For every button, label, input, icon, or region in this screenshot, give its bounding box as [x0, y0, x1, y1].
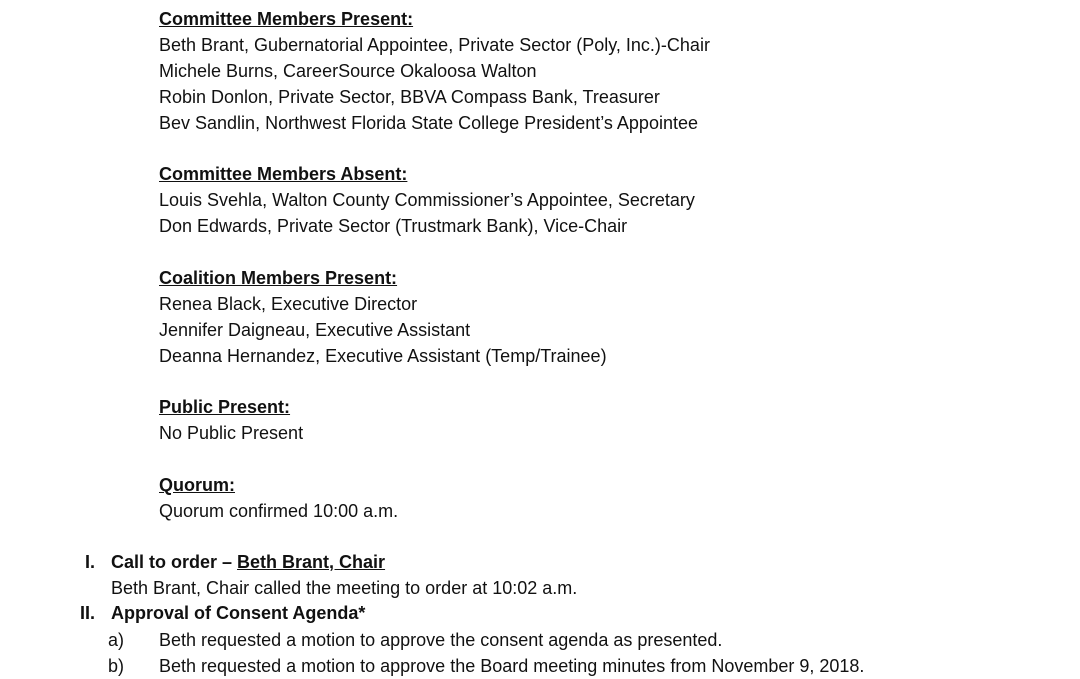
subitem-letter: a) — [108, 630, 125, 650]
section-heading-committee-absent: Committee Members Absent: — [159, 164, 408, 184]
subitem-letter: b) — [108, 656, 125, 676]
subitem-text: Beth requested a motion to approve the Board meeting minutes from November 9, 2018. — [159, 656, 865, 676]
section-heading-quorum: Quorum: — [159, 475, 235, 495]
attendee-line: Bev Sandlin, Northwest Florida State College President’s Appointee — [159, 113, 698, 133]
attendee-line: Renea Black, Executive Director — [159, 294, 418, 314]
attendee-line: No Public Present — [159, 423, 304, 443]
item-body: Beth Brant, Chair called the meeting to order at 10:02 a.m. — [111, 578, 578, 598]
section-heading-committee-present: Committee Members Present: — [159, 9, 414, 29]
quorum-line: Quorum confirmed 10:00 a.m. — [159, 501, 399, 521]
attendee-line: Beth Brant, Gubernatorial Appointee, Private Sector (Poly, Inc.)-Chair — [159, 35, 710, 55]
attendee-line: Don Edwards, Private Sector (Trustmark Bank), Vice-Chair — [159, 216, 628, 236]
item-title-prefix: Call to order – — [111, 552, 238, 572]
subitem-text: Beth requested a motion to approve the consent agenda as presented. — [159, 630, 723, 650]
attendee-line: Jennifer Daigneau, Executive Assistant — [159, 320, 471, 340]
item-title-chair: Beth Brant, Chair — [237, 552, 386, 572]
item-number: I. — [84, 552, 95, 572]
attendee-line: Robin Donlon, Private Sector, BBVA Compass Bank, Treasurer — [159, 87, 660, 107]
item-title: Approval of Consent Agenda* — [111, 603, 366, 623]
attendee-line: Deanna Hernandez, Executive Assistant (Temp/Trainee) — [159, 346, 607, 366]
item-number: II. — [79, 603, 95, 623]
section-heading-public-present: Public Present: — [159, 397, 291, 417]
attendee-line: Louis Svehla, Walton County Commissioner’s Appointee, Secretary — [159, 190, 695, 210]
section-heading-coalition-present: Coalition Members Present: — [159, 268, 398, 288]
item-title — [111, 549, 385, 575]
attendee-line: Michele Burns, CareerSource Okaloosa Walton — [159, 61, 537, 81]
